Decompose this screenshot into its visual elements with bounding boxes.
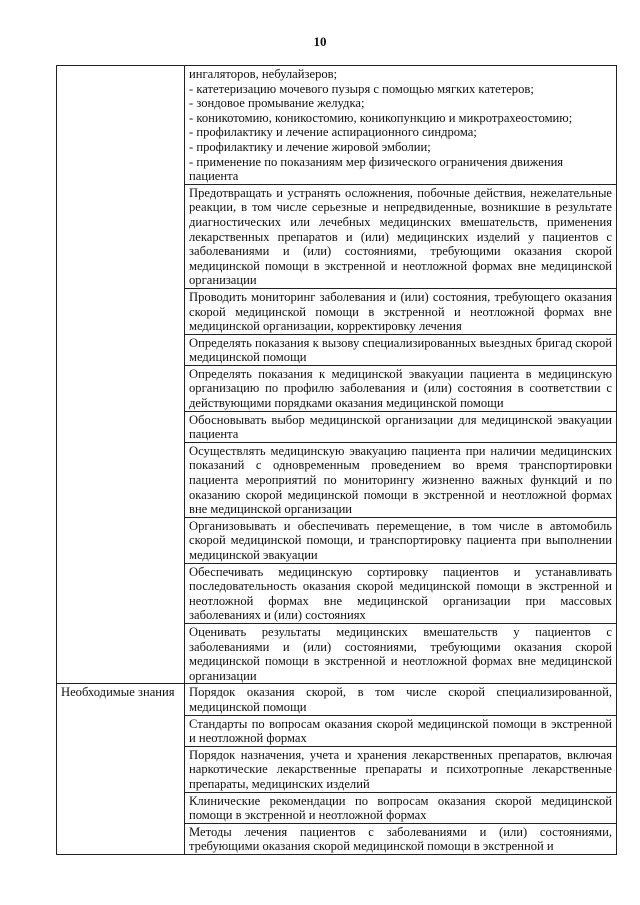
list-item: ингаляторов, небулайзеров; bbox=[189, 67, 338, 81]
skill-cell: Оценивать результаты медицинских вмешательств у пациентов с заболеваниями и (или) состояниями, требующими оказания скорой медицинской помощи в экстренной и неотложной формах вне медицинской организации bbox=[185, 623, 617, 683]
table-row bbox=[57, 684, 617, 715]
skill-cell: Проводить мониторинг заболевания и (или) состояния, требующего оказания скорой медицинской помощи в экстренной и неотложной формах вне медицинской организации, корректировку лечения bbox=[185, 288, 617, 334]
skill-cell: Обосновывать выбор медицинской организации для медицинской эвакуации пациента bbox=[185, 411, 617, 442]
intro-list-cell bbox=[185, 66, 617, 185]
list-item: - профилактику и лечение аспирационного синдрома; bbox=[189, 125, 477, 140]
skill-cell: Определять показания к медицинской эвакуации пациента в медицинскую организацию по профилю заболевания и (или) состояния в соответствии с действующими порядками оказания медицинской помощи bbox=[185, 365, 617, 411]
empty-label-cell bbox=[57, 66, 185, 684]
list-item: - применение по показаниям мер физического ограничения движения пациента bbox=[189, 154, 564, 184]
knowledge-label-cell bbox=[57, 684, 185, 855]
list-item: - профилактику и лечение жировой эмболии; bbox=[189, 139, 431, 154]
table-row bbox=[57, 66, 617, 185]
knowledge-cell: Порядок назначения, учета и хранения лекарственных препаратов, включая наркотические лекарственные препараты и психотропные лекарственные препараты, медицинских изделий bbox=[185, 746, 617, 792]
skill-cell: Определять показания к вызову специализированных выездных бригад скорой медицинской помощи bbox=[185, 334, 617, 365]
list-item: - зондовое промывание желудка; bbox=[189, 96, 365, 111]
list-item: - коникотомию, коникостомию, коникопункцию и микротрахеостомию; bbox=[189, 110, 573, 125]
section-label: Необходимые знания bbox=[61, 685, 175, 700]
knowledge-cell: Стандарты по вопросам оказания скорой медицинской помощи в экстренной и неотложной формах bbox=[185, 715, 617, 746]
table-body bbox=[57, 66, 617, 855]
skill-cell: Обеспечивать медицинскую сортировку пациентов и устанавливать последовательность оказания скорой медицинской помощи в экстренной и неотложной формах вне медицинской организации при массовых заболеваниях и (или) состояниях bbox=[185, 563, 617, 623]
list-item: - катетеризацию мочевого пузыря с помощью мягких катетеров; bbox=[189, 81, 534, 96]
knowledge-cell: Клинические рекомендации по вопросам оказания скорой медицинской помощи в экстренной и неотложной формах bbox=[185, 792, 617, 823]
skill-cell: Организовывать и обеспечивать перемещение, в том числе в автомобиль скорой медицинской помощи, и транспортировку пациента при выполнении медицинской эвакуации bbox=[185, 517, 617, 563]
skill-cell: Осуществлять медицинскую эвакуацию пациента при наличии медицинских показаний с одновременным проведением во время транспортировки пациента мероприятий по мониторингу жизненно важных функций и по оказанию скорой медицинской помощи в экстренной и неотложной формах вне медицинской организации bbox=[185, 442, 617, 517]
knowledge-cell: Методы лечения пациентов с заболеваниями и (или) состояниями, требующими оказания скорой медицинской помощи в экстренной и bbox=[185, 823, 617, 854]
knowledge-cell: Порядок оказания скорой, в том числе скорой специализированной, медицинской помощи bbox=[185, 684, 617, 715]
requirements-table bbox=[56, 65, 617, 855]
page-number: 10 bbox=[313, 34, 327, 49]
skill-cell: Предотвращать и устранять осложнения, побочные действия, нежелательные реакции, в том числе серьезные и непредвиденные, возникшие в результате диагностических или лечебных медицинских вмешательств, применения лекарственных препаратов и (или) медицинских изделий у пациентов с заболеваниями и (или) состояниями, требующими оказания скорой медицинской помощи в экстренной и неотложной формах вне медицинской организации bbox=[185, 184, 617, 288]
